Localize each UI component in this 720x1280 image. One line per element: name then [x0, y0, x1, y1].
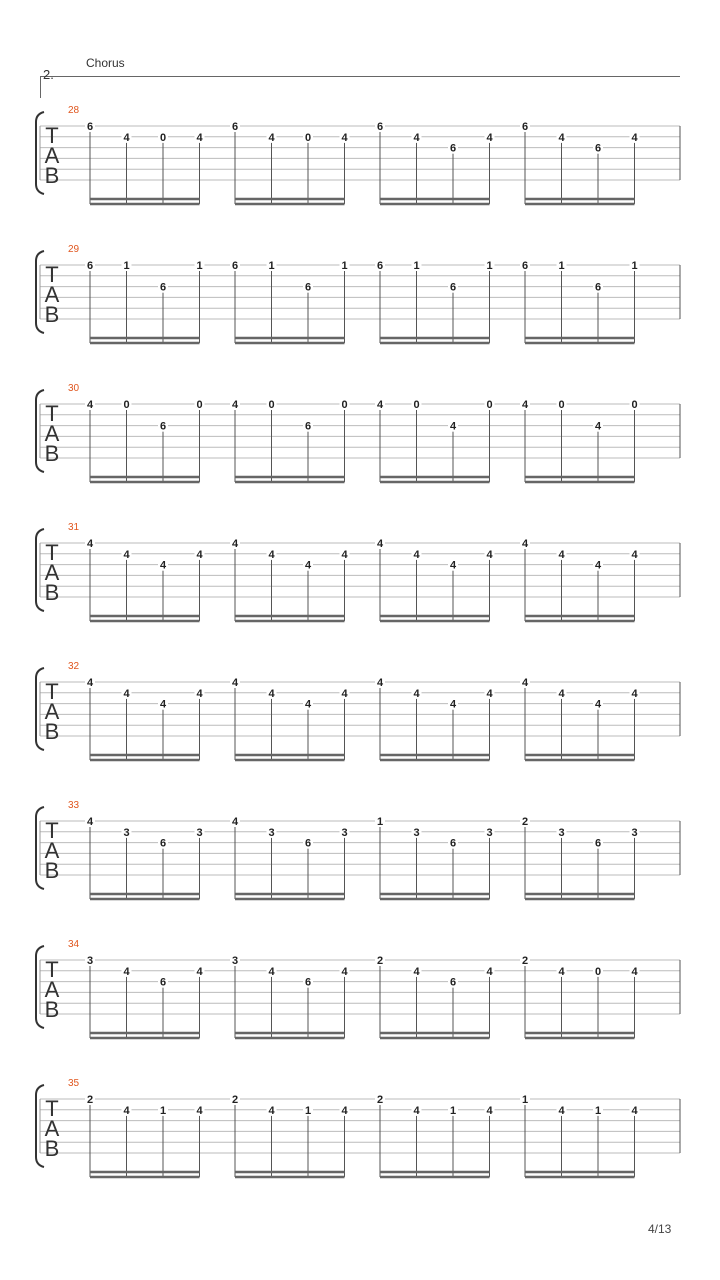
fret-number: 4 [196, 687, 203, 700]
fret-number: 4 [268, 687, 275, 700]
fret-number: 3 [341, 826, 348, 839]
measure-number: 33 [68, 800, 80, 811]
fret-number: 4 [268, 131, 275, 144]
fret-number: 6 [304, 976, 312, 989]
fret-number: 1 [341, 260, 348, 272]
fret-number: 0 [558, 399, 565, 411]
tab-clef-letter: T [45, 679, 59, 704]
fret-number: 4 [231, 677, 239, 689]
fret-number: 4 [486, 131, 493, 144]
tab-clef-letter: A [44, 1116, 60, 1141]
fret-number: 4 [631, 548, 638, 561]
measure-number: 29 [68, 244, 80, 255]
fret-number: 0 [594, 965, 602, 978]
fret-number: 1 [449, 1104, 457, 1117]
fret-number: 6 [86, 121, 94, 133]
fret-number: 4 [86, 399, 94, 411]
fret-number: 1 [631, 260, 638, 272]
tab-clef-letter: B [44, 302, 60, 327]
fret-number: 0 [268, 399, 275, 411]
fret-number: 6 [304, 837, 312, 850]
fret-number: 6 [376, 121, 384, 133]
measure-number: 32 [68, 661, 80, 672]
fret-number: 1 [159, 1104, 167, 1117]
fret-number: 2 [521, 816, 529, 828]
fret-number: 4 [268, 965, 275, 978]
fret-number: 4 [196, 965, 203, 978]
fret-number: 4 [159, 698, 167, 711]
fret-number: 2 [231, 1094, 239, 1106]
fret-number: 1 [558, 260, 565, 272]
fret-number: 0 [341, 399, 348, 411]
fret-number: 4 [376, 677, 384, 689]
fret-number: 3 [268, 826, 275, 839]
tab-clef-letter: A [44, 282, 60, 307]
fret-number: 4 [341, 131, 348, 144]
tab-clef-letter: T [45, 123, 59, 148]
tab-clef-letter: T [45, 401, 59, 426]
fret-number: 4 [413, 548, 420, 561]
fret-number: 4 [631, 965, 638, 978]
tab-clef-letter: B [44, 1136, 60, 1161]
fret-number: 3 [486, 826, 493, 839]
fret-number: 4 [196, 1104, 203, 1117]
fret-number: 0 [304, 131, 312, 144]
tab-clef-letter: A [44, 560, 60, 585]
fret-number: 4 [413, 1104, 420, 1117]
fret-number: 1 [521, 1094, 529, 1106]
fret-number: 0 [159, 131, 167, 144]
fret-number: 6 [376, 260, 384, 272]
tab-clef-letter: T [45, 1096, 59, 1121]
fret-number: 4 [123, 687, 130, 700]
measure-number: 34 [68, 939, 80, 950]
fret-number: 6 [159, 281, 167, 294]
fret-number: 6 [304, 420, 312, 433]
tab-clef-letter: A [44, 977, 60, 1002]
fret-number: 4 [594, 420, 602, 433]
fret-number: 4 [413, 687, 420, 700]
fret-number: 2 [521, 955, 529, 967]
fret-number: 4 [631, 131, 638, 144]
fret-number: 4 [123, 548, 130, 561]
fret-number: 4 [123, 1104, 130, 1117]
fret-number: 4 [196, 548, 203, 561]
fret-number: 4 [558, 687, 565, 700]
fret-number: 6 [594, 281, 602, 294]
fret-number: 6 [159, 976, 167, 989]
fret-number: 0 [413, 399, 420, 411]
fret-number: 4 [159, 559, 167, 572]
fret-number: 4 [268, 1104, 275, 1117]
measure-number: 30 [68, 383, 80, 394]
fret-number: 3 [86, 955, 94, 967]
fret-number: 4 [631, 687, 638, 700]
fret-number: 4 [196, 131, 203, 144]
tab-clef-letter: B [44, 163, 60, 188]
fret-number: 1 [196, 260, 203, 272]
fret-number: 6 [449, 281, 457, 294]
fret-number: 2 [86, 1094, 94, 1106]
fret-number: 1 [413, 260, 420, 272]
fret-number: 4 [521, 399, 529, 411]
fret-number: 0 [486, 399, 493, 411]
fret-number: 4 [486, 1104, 493, 1117]
measure-number: 31 [68, 522, 80, 533]
fret-number: 1 [594, 1104, 602, 1117]
tab-clef-letter: B [44, 441, 60, 466]
fret-number: 4 [123, 131, 130, 144]
section-label: Chorus [86, 56, 125, 70]
fret-number: 6 [231, 121, 239, 133]
fret-number: 2 [376, 1094, 384, 1106]
fret-number: 4 [521, 538, 529, 550]
tab-clef-letter: A [44, 421, 60, 446]
fret-number: 4 [376, 399, 384, 411]
tab-clef-letter: B [44, 719, 60, 744]
fret-number: 4 [486, 548, 493, 561]
fret-number: 4 [449, 698, 457, 711]
fret-number: 1 [268, 260, 275, 272]
fret-number: 4 [86, 816, 94, 828]
tab-clef-letter: B [44, 858, 60, 883]
fret-number: 4 [558, 965, 565, 978]
fret-number: 4 [631, 1104, 638, 1117]
fret-number: 4 [268, 548, 275, 561]
fret-number: 4 [304, 559, 312, 572]
fret-number: 4 [123, 965, 130, 978]
tab-clef-letter: T [45, 262, 59, 287]
fret-number: 6 [521, 121, 529, 133]
page-number: 4/13 [648, 1222, 672, 1236]
fret-number: 4 [341, 548, 348, 561]
tab-clef-letter: B [44, 997, 60, 1022]
volta-label: 2. [43, 67, 54, 82]
tab-clef-letter: A [44, 838, 60, 863]
fret-number: 4 [558, 548, 565, 561]
fret-number: 4 [521, 677, 529, 689]
fret-number: 0 [123, 399, 130, 411]
fret-number: 3 [413, 826, 420, 839]
fret-number: 4 [341, 687, 348, 700]
fret-number: 6 [304, 281, 312, 294]
fret-number: 4 [558, 1104, 565, 1117]
fret-number: 3 [231, 955, 239, 967]
fret-number: 1 [486, 260, 493, 272]
fret-number: 6 [231, 260, 239, 272]
fret-number: 4 [86, 677, 94, 689]
measure-number: 35 [68, 1078, 80, 1089]
fret-number: 4 [231, 538, 239, 550]
fret-number: 3 [196, 826, 203, 839]
fret-number: 6 [521, 260, 529, 272]
fret-number: 4 [413, 965, 420, 978]
fret-number: 6 [159, 420, 167, 433]
fret-number: 4 [231, 816, 239, 828]
tab-clef-letter: T [45, 818, 59, 843]
tab-clef-letter: B [44, 580, 60, 605]
fret-number: 6 [594, 837, 602, 850]
fret-number: 6 [86, 260, 94, 272]
tab-clef-letter: T [45, 540, 59, 565]
fret-number: 4 [86, 538, 94, 550]
tab-clef-letter: T [45, 957, 59, 982]
fret-number: 4 [594, 559, 602, 572]
fret-number: 4 [449, 559, 457, 572]
fret-number: 4 [486, 965, 493, 978]
fret-number: 4 [558, 131, 565, 144]
fret-number: 2 [376, 955, 384, 967]
fret-number: 3 [631, 826, 638, 839]
fret-number: 4 [341, 965, 348, 978]
fret-number: 6 [449, 837, 457, 850]
fret-number: 4 [304, 698, 312, 711]
fret-number: 4 [413, 131, 420, 144]
fret-number: 4 [231, 399, 239, 411]
fret-number: 6 [594, 142, 602, 155]
fret-number: 4 [449, 420, 457, 433]
fret-number: 1 [376, 816, 384, 828]
tab-clef-letter: A [44, 143, 60, 168]
fret-number: 6 [449, 976, 457, 989]
fret-number: 0 [196, 399, 203, 411]
tab-clef-letter: A [44, 699, 60, 724]
fret-number: 4 [341, 1104, 348, 1117]
fret-number: 3 [558, 826, 565, 839]
fret-number: 0 [631, 399, 638, 411]
fret-number: 3 [123, 826, 130, 839]
fret-number: 1 [304, 1104, 312, 1117]
measure-number: 28 [68, 105, 80, 116]
fret-number: 4 [486, 687, 493, 700]
fret-number: 1 [123, 260, 130, 272]
fret-number: 6 [159, 837, 167, 850]
fret-number: 6 [449, 142, 457, 155]
fret-number: 4 [376, 538, 384, 550]
fret-number: 4 [594, 698, 602, 711]
